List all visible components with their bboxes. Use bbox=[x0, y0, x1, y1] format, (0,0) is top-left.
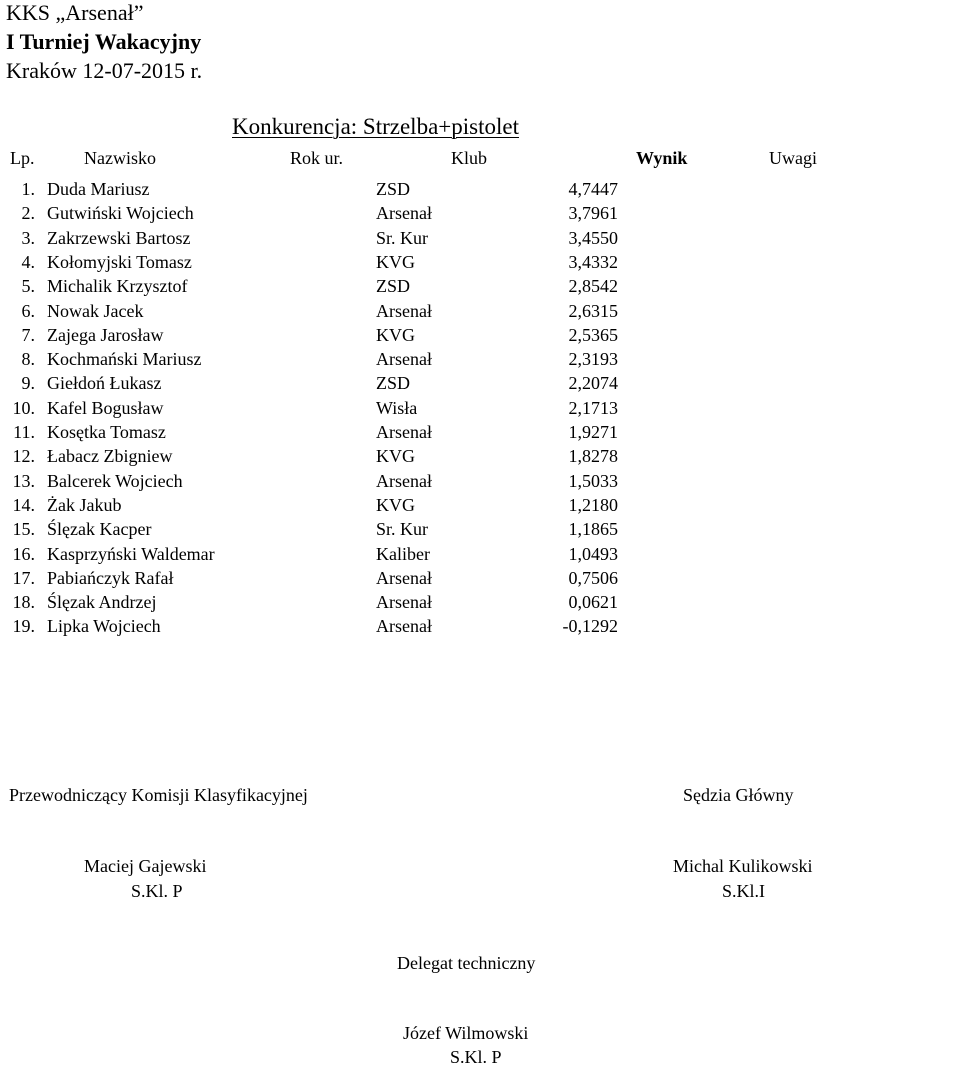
committee-chair-class: S.Kl. P bbox=[131, 881, 183, 901]
row-result: 1,1865 bbox=[568, 519, 618, 539]
row-lp: 5. bbox=[21, 276, 35, 296]
tech-delegate-title: Delegat techniczny bbox=[397, 953, 536, 973]
row-name: Ślęzak Kacper bbox=[47, 519, 152, 539]
table-row bbox=[0, 517, 960, 541]
competition-title: Konkurencja: Strzelba+pistolet bbox=[232, 114, 519, 139]
row-name: Michalik Krzysztof bbox=[47, 276, 188, 296]
chief-judge-class: S.Kl.I bbox=[722, 881, 766, 901]
row-name: Nowak Jacek bbox=[47, 301, 144, 321]
row-lp: 14. bbox=[12, 495, 35, 515]
table-row bbox=[0, 396, 960, 420]
row-lp: 17. bbox=[12, 568, 35, 588]
row-name: Zakrzewski Bartosz bbox=[47, 228, 191, 248]
table-row bbox=[0, 250, 960, 274]
table-row bbox=[0, 201, 960, 225]
row-club: KVG bbox=[376, 446, 415, 466]
row-club: Arsenał bbox=[376, 616, 432, 636]
row-result: 2,5365 bbox=[568, 325, 618, 345]
row-club: Arsenał bbox=[376, 301, 432, 321]
table-row bbox=[0, 542, 960, 566]
row-lp: 16. bbox=[12, 544, 35, 564]
table-row bbox=[0, 371, 960, 395]
row-result: 1,5033 bbox=[568, 471, 618, 491]
row-name: Kosętka Tomasz bbox=[47, 422, 166, 442]
row-result: 2,6315 bbox=[568, 301, 618, 321]
row-club: KVG bbox=[376, 252, 415, 272]
table-row bbox=[0, 590, 960, 614]
row-lp: 11. bbox=[13, 422, 35, 442]
row-lp: 18. bbox=[12, 592, 35, 612]
row-name: Kołomyjski Tomasz bbox=[47, 252, 192, 272]
tech-delegate-name: Józef Wilmowski bbox=[403, 1023, 529, 1043]
tech-delegate-class: S.Kl. P bbox=[450, 1047, 502, 1067]
place-date: Kraków 12-07-2015 r. bbox=[6, 58, 203, 83]
chief-judge-title: Sędzia Główny bbox=[683, 785, 794, 805]
row-lp: 13. bbox=[12, 471, 35, 491]
table-row bbox=[0, 226, 960, 250]
table-row bbox=[0, 566, 960, 590]
row-result: 0,7506 bbox=[568, 568, 618, 588]
column-header-year: Rok ur. bbox=[290, 148, 344, 168]
table-row bbox=[0, 274, 960, 298]
row-name: Duda Mariusz bbox=[47, 179, 150, 199]
column-header-result: Wynik bbox=[636, 148, 688, 168]
table-row bbox=[0, 469, 960, 493]
row-club: Arsenał bbox=[376, 568, 432, 588]
row-club: Arsenał bbox=[376, 471, 432, 491]
row-name: Zajega Jarosław bbox=[47, 325, 164, 345]
row-name: Gutwiński Wojciech bbox=[47, 203, 194, 223]
table-row bbox=[0, 493, 960, 517]
row-result: -0,1292 bbox=[562, 616, 618, 636]
row-lp: 6. bbox=[21, 301, 35, 321]
committee-chair-name: Maciej Gajewski bbox=[84, 856, 207, 876]
row-lp: 3. bbox=[21, 228, 35, 248]
table-row bbox=[0, 323, 960, 347]
row-result: 3,4332 bbox=[568, 252, 618, 272]
row-club: Sr. Kur bbox=[376, 228, 429, 248]
row-name: Kochmański Mariusz bbox=[47, 349, 202, 369]
row-result: 2,3193 bbox=[568, 349, 618, 369]
row-lp: 7. bbox=[21, 325, 35, 345]
row-lp: 2. bbox=[21, 203, 35, 223]
row-club: Arsenał bbox=[376, 592, 432, 612]
row-name: Pabiańczyk Rafał bbox=[47, 568, 174, 588]
row-club: KVG bbox=[376, 495, 415, 515]
row-club: Wisła bbox=[376, 398, 418, 418]
row-lp: 10. bbox=[12, 398, 35, 418]
table-row bbox=[0, 177, 960, 201]
row-lp: 19. bbox=[12, 616, 35, 636]
row-result: 1,9271 bbox=[568, 422, 618, 442]
row-result: 2,2074 bbox=[568, 373, 618, 393]
chief-judge-name: Michal Kulikowski bbox=[673, 856, 813, 876]
table-row bbox=[0, 614, 960, 638]
row-result: 3,4550 bbox=[568, 228, 618, 248]
row-lp: 4. bbox=[21, 252, 35, 272]
row-club: Kaliber bbox=[376, 544, 430, 564]
row-result: 4,7447 bbox=[568, 179, 618, 199]
organizer-name: KKS „Arsenał” bbox=[6, 0, 144, 25]
row-lp: 12. bbox=[12, 446, 35, 466]
row-lp: 15. bbox=[12, 519, 35, 539]
row-lp: 1. bbox=[21, 179, 35, 199]
table-row bbox=[0, 347, 960, 371]
row-name: Żak Jakub bbox=[47, 495, 122, 515]
row-name: Kasprzyński Waldemar bbox=[47, 544, 215, 564]
row-name: Giełdoń Łukasz bbox=[47, 373, 162, 393]
row-club: ZSD bbox=[376, 179, 411, 199]
column-header-name: Nazwisko bbox=[84, 148, 156, 168]
row-result: 2,8542 bbox=[568, 276, 618, 296]
row-club: Arsenał bbox=[376, 203, 432, 223]
row-club: ZSD bbox=[376, 276, 411, 296]
tournament-title: I Turniej Wakacyjny bbox=[6, 29, 202, 54]
table-row bbox=[0, 420, 960, 444]
row-name: Ślęzak Andrzej bbox=[47, 592, 157, 612]
row-result: 1,8278 bbox=[568, 446, 618, 466]
row-result: 1,2180 bbox=[568, 495, 618, 515]
column-header-club: Klub bbox=[451, 148, 487, 168]
table-row bbox=[0, 444, 960, 468]
row-name: Kafel Bogusław bbox=[47, 398, 164, 418]
table-row bbox=[0, 299, 960, 323]
column-header-notes: Uwagi bbox=[769, 148, 817, 168]
row-name: Łabacz Zbigniew bbox=[47, 446, 173, 466]
row-club: Arsenał bbox=[376, 349, 432, 369]
row-club: KVG bbox=[376, 325, 415, 345]
row-club: ZSD bbox=[376, 373, 411, 393]
column-header-lp: Lp. bbox=[10, 148, 35, 168]
row-club: Sr. Kur bbox=[376, 519, 429, 539]
row-lp: 8. bbox=[21, 349, 35, 369]
row-club: Arsenał bbox=[376, 422, 432, 442]
row-name: Balcerek Wojciech bbox=[47, 471, 183, 491]
committee-chair-title: Przewodniczący Komisji Klasyfikacyjnej bbox=[9, 785, 308, 805]
row-name: Lipka Wojciech bbox=[47, 616, 161, 636]
row-result: 0,0621 bbox=[568, 592, 618, 612]
row-result: 1,0493 bbox=[568, 544, 618, 564]
row-lp: 9. bbox=[21, 373, 35, 393]
row-result: 3,7961 bbox=[568, 203, 618, 223]
row-result: 2,1713 bbox=[568, 398, 618, 418]
